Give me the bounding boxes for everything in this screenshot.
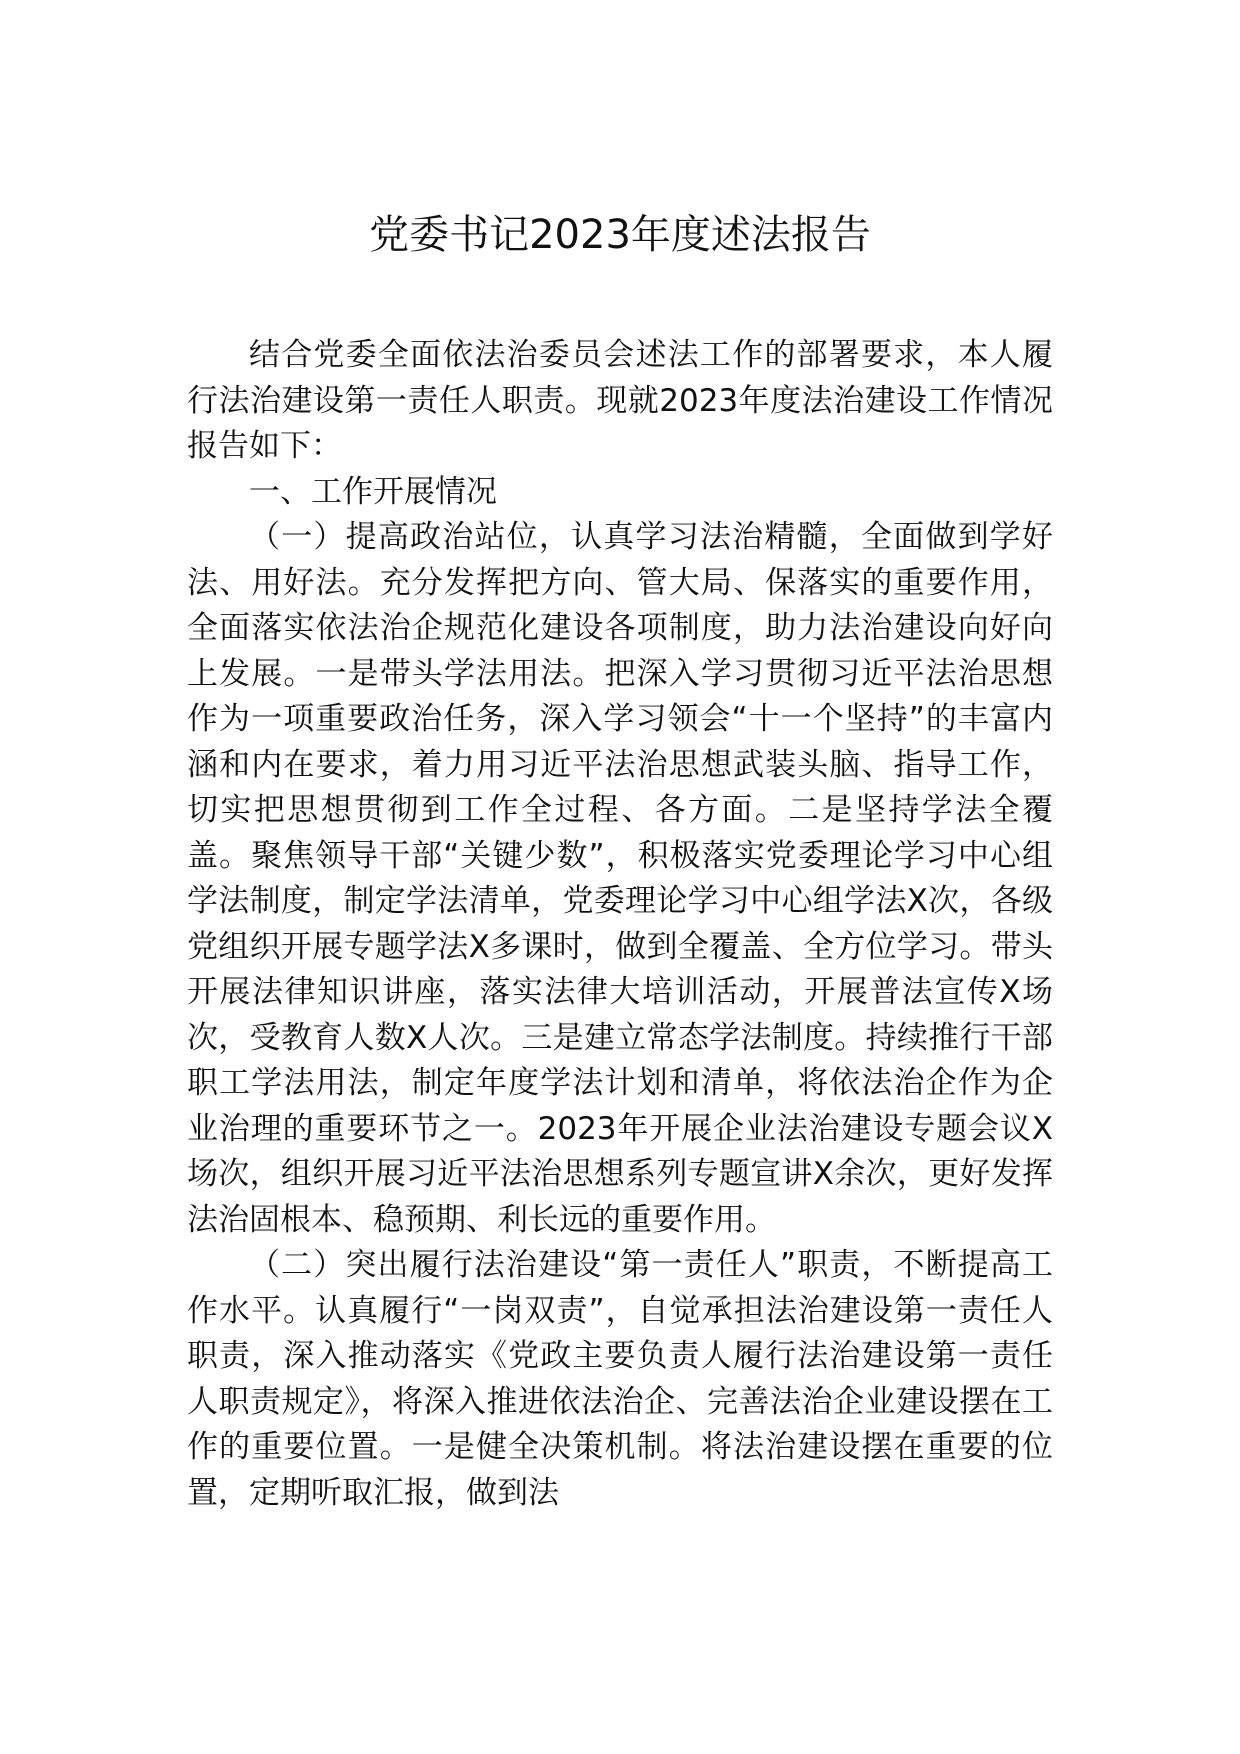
section-heading: 一、工作开展情况 xyxy=(249,473,497,510)
body-paragraph: （二）突出履行法治建设“第一责任人”职责，不断提高工作水平。认真履行“一岗双责”，自觉承担法治建设第一责任人职责，深入推动落实《党政主要负责人履行法治建设第一责任人职责规定》，将深入推进依法治企、完善法治企业建设摆在工作的重要位置。一是健全决策机制。将法治建设摆在重要的位置，定期听取汇报，做到法 xyxy=(187,1247,1053,1511)
document-title: 党委书记2023年度述法报告 xyxy=(369,212,871,258)
body-paragraph: （一）提高政治站位，认真学习法治精髓，全面做到学好法、用好法。充分发挥把方向、管大局、保落实的重要作用，全面落实依法治企规范化建设各项制度，助力法治建设向好向上发展。一是带头学法用法。把深入学习贯彻习近平法治思想作为一项重要政治任务，深入学习领会“十一个坚持”的丰富内涵和内在要求，着力用习近平法治思想武装头脑、指导工作，切实把思想贯彻到工作全过程、各方面。二是坚持学法全覆盖。聚焦领导干部“关键少数”，积极落实党委理论学习中心组学法制度，制定学法清单，党委理论学习中心组学法X次，各级党组织开展专题学法X多课时，做到全覆盖、全方位学习。带头开展法律知识讲座，落实法律大培训活动，开展普法宣传X场次，受教育人数X人次。三是建立常态学法制度。持续推行干部职工学法用法，制定年度学法计划和清单，将依法治企作为企业治理的重要环节之一。2023年开展企业法治建设专题会议X场次，组织开展习近平法治思想系列专题宣讲X余次，更好发挥法治固根本、稳预期、利长远的重要作用。 xyxy=(187,519,1053,1238)
intro-paragraph: 结合党委全面依法治委员会述法工作的部署要求，本人履行法治建设第一责任人职责。现就2023年度法治建设工作情况报告如下： xyxy=(187,337,1053,464)
document-body xyxy=(187,333,1053,1516)
